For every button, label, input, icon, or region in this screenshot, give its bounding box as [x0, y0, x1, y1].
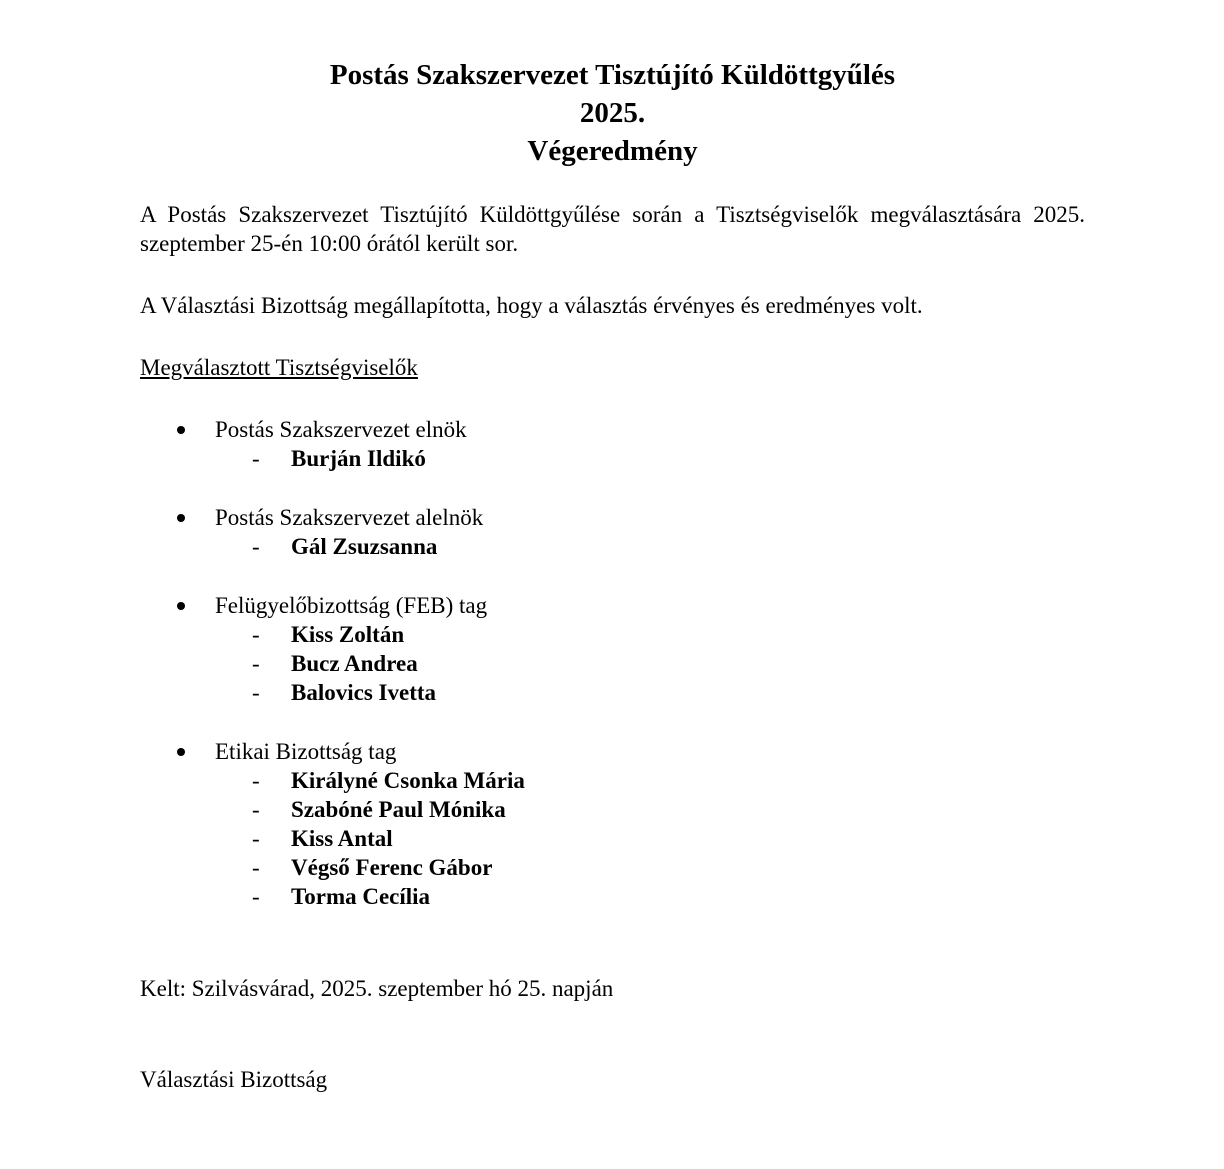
- elected-names-list: [140, 620, 1085, 707]
- position-item: [140, 737, 1085, 911]
- position-item: [140, 591, 1085, 707]
- position-label: Etikai Bizottság tag: [215, 739, 397, 764]
- elected-names-list: [140, 444, 1085, 473]
- elected-name: [140, 444, 1085, 473]
- title-line-3: Végeredmény: [527, 135, 698, 167]
- positions-list: [140, 415, 1085, 911]
- bullet-icon: [177, 602, 185, 610]
- elected-name-text: Torma Cecília: [291, 884, 431, 909]
- date-place-line: Kelt: Szilvásvárad, 2025. szeptember hó 25. napján: [140, 976, 614, 1001]
- elected-name-text: Balovics Ivetta: [291, 680, 437, 705]
- dash-marker: -: [252, 884, 260, 909]
- elected-name-text: Kiss Antal: [291, 826, 393, 851]
- elected-name: [140, 678, 1085, 707]
- bullet-icon: [177, 514, 185, 522]
- elected-name: [140, 824, 1085, 853]
- position-label: Postás Szakszervezet elnök: [215, 417, 467, 442]
- section-heading: Megválasztott Tisztségviselők: [140, 355, 418, 380]
- elected-name-text: Szabóné Paul Mónika: [291, 797, 506, 822]
- elected-name-text: Bucz Andrea: [291, 651, 418, 676]
- validity-statement: A Választási Bizottság megállapította, hogy a választás érvényes és eredményes volt.: [140, 293, 923, 318]
- bullet-icon: [177, 426, 185, 434]
- intro-paragraph: A Postás Szakszervezet Tisztújító Küldöttgyűlése során a Tisztségviselők megválasztására 2025. szeptember 25-én 10:00 órától került sor.: [140, 202, 1085, 256]
- position-item: [140, 503, 1085, 561]
- dash-marker: -: [252, 446, 260, 471]
- elected-name: [140, 766, 1085, 795]
- dash-marker: -: [252, 622, 260, 647]
- elected-name: [140, 620, 1085, 649]
- elected-name-text: Gál Zsuzsanna: [291, 534, 438, 559]
- dash-marker: -: [252, 534, 260, 559]
- dash-marker: -: [252, 768, 260, 793]
- elected-name: [140, 795, 1085, 824]
- dash-marker: -: [252, 797, 260, 822]
- document-title: [140, 56, 1085, 170]
- elected-names-list: [140, 766, 1085, 911]
- position-label: Felügyelőbizottság (FEB) tag: [215, 593, 488, 618]
- elected-name-text: Királyné Csonka Mária: [291, 768, 525, 793]
- dash-marker: -: [252, 680, 260, 705]
- position-label: Postás Szakszervezet alelnök: [215, 505, 484, 530]
- dash-marker: -: [252, 855, 260, 880]
- signature-line: Választási Bizottság: [140, 1067, 328, 1092]
- elected-name-text: Burján Ildikó: [291, 446, 426, 471]
- position-item: [140, 415, 1085, 473]
- elected-names-list: [140, 532, 1085, 561]
- elected-name: [140, 532, 1085, 561]
- title-line-1: Postás Szakszervezet Tisztújító Küldöttgyűlés: [329, 59, 896, 91]
- elected-name: [140, 882, 1085, 911]
- dash-marker: -: [252, 826, 260, 851]
- bullet-icon: [177, 748, 185, 756]
- elected-name: [140, 853, 1085, 882]
- document-page: [140, 56, 1085, 1094]
- elected-name-text: Kiss Zoltán: [291, 622, 405, 647]
- elected-name-text: Végső Ferenc Gábor: [291, 855, 493, 880]
- elected-name: [140, 649, 1085, 678]
- dash-marker: -: [252, 651, 260, 676]
- title-line-2: 2025.: [579, 97, 646, 129]
